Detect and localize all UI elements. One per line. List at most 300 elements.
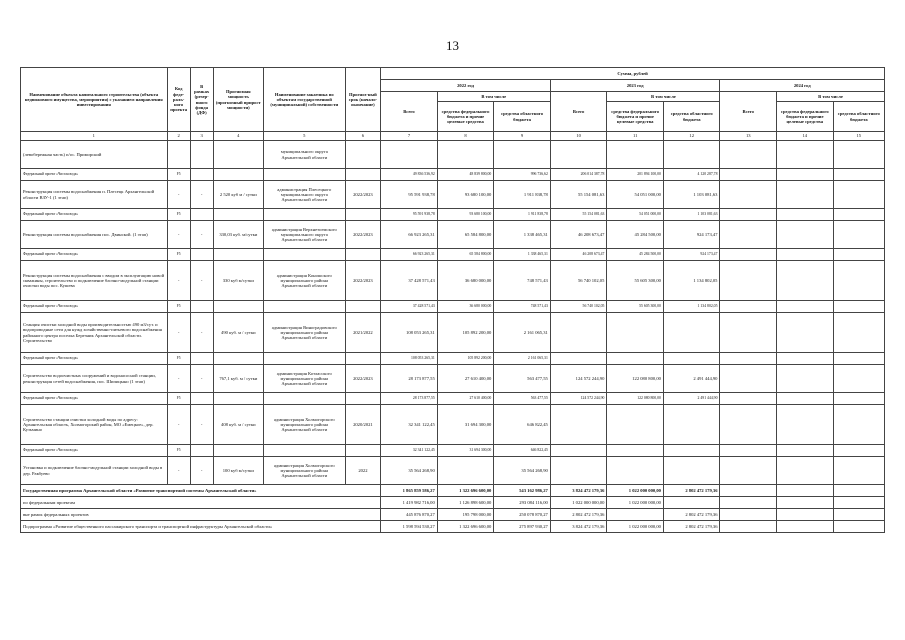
code-cell: - [167, 405, 190, 445]
amount-cell [607, 509, 664, 521]
empty-cell [213, 169, 263, 181]
amount-cell [833, 169, 884, 181]
amount-cell: 4 120 287,78 [663, 169, 720, 181]
header-term: Прогноз-ный срок (начало-окончание) [345, 68, 381, 132]
amount-cell: 27 610 400,00 [437, 393, 494, 405]
amount-cell: 105 892 200,00 [437, 313, 494, 353]
amount-cell: 48 839 800,00 [437, 169, 494, 181]
column-number: 1 [21, 132, 168, 141]
column-number: 5 [263, 132, 345, 141]
amount-cell: 1 022 000 000,00 [607, 497, 664, 509]
amount-cell: 37 428 571,43 [381, 261, 438, 301]
amount-cell: 293 084 116,00 [494, 497, 551, 509]
amount-cell [720, 497, 777, 509]
amount-cell: 1 103 081,63 [663, 181, 720, 209]
amount-cell: 2 491 444,90 [663, 365, 720, 393]
amount-cell [833, 181, 884, 209]
code-cell: - [167, 181, 190, 209]
federal-project-row [21, 249, 885, 261]
federal-project-row [21, 169, 885, 181]
amount-cell [720, 181, 777, 209]
empty-cell [345, 301, 381, 313]
amount-cell: 2 491 444,90 [663, 393, 720, 405]
amount-cell [833, 405, 884, 445]
capacity-cell: 490 куб. м / сутки [213, 313, 263, 353]
empty-cell [213, 301, 263, 313]
amount-cell [550, 457, 607, 485]
empty-cell [263, 353, 345, 365]
table-row [21, 181, 885, 209]
amount-cell: 2 802 472 179,36 [663, 485, 720, 497]
header-reg-2023: средства областного бюджета [663, 102, 720, 132]
amount-cell: 563 477,55 [494, 365, 551, 393]
amount-cell: 27 610 400,00 [437, 365, 494, 393]
amount-cell: 124 572 244,90 [550, 393, 607, 405]
customer-cell: администрация Холмогорского муниципального района Архангельской области [263, 405, 345, 445]
amount-cell [777, 457, 834, 485]
column-number: 14 [777, 132, 834, 141]
amount-cell: 36 680 000,00 [437, 301, 494, 313]
code-cell: F5 [167, 169, 190, 181]
amount-cell: 195 798 000,00 [437, 509, 494, 521]
header-fed-2022: средства федерального бюджета и прочие целевые средства [437, 102, 494, 132]
amount-cell [833, 457, 884, 485]
amount-cell: 65 584 800,00 [437, 249, 494, 261]
term-cell: 2021/2022 [345, 313, 381, 353]
object-name-cell: Реконструкция системы водоснабжения п. Плесецк Архангельской области ВЗУ-1 (1 этап) [21, 181, 168, 209]
header-incl-2023: В том числе [607, 92, 720, 102]
amount-cell [607, 141, 664, 169]
amount-cell [663, 353, 720, 365]
fund-cell: - [190, 313, 213, 353]
column-number: 3 [190, 132, 213, 141]
amount-cell: 93 680 100,00 [437, 209, 494, 221]
federal-project-name-cell: Федеральный проект «Чистая вода» [21, 169, 168, 181]
amount-cell: 2 802 472 179,36 [663, 521, 720, 533]
object-name-cell: Реконструкция системы водоснабжения с вводом в эксплуатацию новой скважины, строительство и подключение блочно-модульной станции очистки воды пос. Кушева [21, 261, 168, 301]
amount-cell: 124 572 244,90 [550, 365, 607, 393]
amount-cell: 49 836 536,92 [381, 169, 438, 181]
header-name: Наименование объекта капитального строительства (объекта недвижимого имущества, мероприятия) с указанием направления инвестирования [21, 68, 168, 132]
amount-cell [663, 445, 720, 457]
table-row [21, 261, 885, 301]
empty-cell [263, 301, 345, 313]
empty-cell [190, 249, 213, 261]
amount-cell: 201 894 100,00 [607, 169, 664, 181]
code-cell: - [167, 457, 190, 485]
empty-cell [190, 169, 213, 181]
empty-cell [345, 445, 381, 457]
table-row [21, 141, 885, 169]
customer-cell: администрация Коношского муниципального района Архангельской области [263, 261, 345, 301]
amount-cell: 646 822,45 [494, 405, 551, 445]
amount-cell: 250 078 870,27 [494, 509, 551, 521]
investment-table [20, 67, 885, 533]
amount-cell: 31 694 300,00 [437, 445, 494, 457]
amount-cell [777, 301, 834, 313]
amount-cell [777, 405, 834, 445]
amount-cell [550, 353, 607, 365]
amount-cell [777, 221, 834, 249]
amount-cell: 46 208 673,47 [550, 249, 607, 261]
table-row [21, 221, 885, 249]
federal-project-name-cell: Федеральный проект «Чистая вода» [21, 209, 168, 221]
column-number: 10 [550, 132, 607, 141]
empty-cell [190, 209, 213, 221]
column-number: 6 [345, 132, 381, 141]
column-number: 8 [437, 132, 494, 141]
amount-cell [607, 445, 664, 457]
header-total-2022: Всего [381, 92, 438, 132]
amount-cell [777, 353, 834, 365]
capacity-cell [213, 141, 263, 169]
customer-cell: администрация Холмогорского муниципального района Архангельской области [263, 457, 345, 485]
amount-cell [437, 141, 494, 169]
object-name-cell: Реконструкция системы водоснабжения пос. Двинской. (1 этап) [21, 221, 168, 249]
amount-cell: 3 824 472 179,36 [550, 485, 607, 497]
amount-cell: 1 865 859 586,27 [381, 485, 438, 497]
empty-cell [345, 209, 381, 221]
amount-cell: 35 564 268,90 [494, 457, 551, 485]
amount-cell: 543 162 986,27 [494, 485, 551, 497]
amount-cell [777, 169, 834, 181]
object-name-cell: (левобережная часть) п/ос. Приморский [21, 141, 168, 169]
table-row [21, 521, 885, 533]
amount-cell: 28 173 877,55 [381, 393, 438, 405]
amount-cell: 445 876 870,27 [381, 509, 438, 521]
amount-cell [777, 485, 834, 497]
fund-cell: - [190, 221, 213, 249]
amount-cell: 1 419 982 716,00 [381, 497, 438, 509]
program-name-cell: Государственная программа Архангельской области «Развитие транспортной системы Архангельской области» [21, 485, 381, 497]
header-fed-2023: средства федерального бюджета и прочие целевые средства [607, 102, 664, 132]
amount-cell: 2 802 472 179,36 [663, 509, 720, 521]
amount-cell: 563 477,55 [494, 393, 551, 405]
amount-cell [777, 141, 834, 169]
code-cell: F5 [167, 249, 190, 261]
federal-project-row [21, 301, 885, 313]
summary-label-cell: по федеральным проектам [21, 497, 381, 509]
empty-cell [263, 445, 345, 457]
capacity-cell: 330,03 куб. м/сутки [213, 221, 263, 249]
amount-cell [437, 457, 494, 485]
amount-cell [720, 261, 777, 301]
amount-cell [550, 445, 607, 457]
amount-cell: 55 154 081,63 [550, 209, 607, 221]
amount-cell [777, 313, 834, 353]
empty-cell [213, 249, 263, 261]
amount-cell: 54 051 000,00 [607, 181, 664, 209]
code-cell: F5 [167, 209, 190, 221]
empty-cell [213, 393, 263, 405]
code-cell: - [167, 261, 190, 301]
amount-cell: 748 571,43 [494, 261, 551, 301]
amount-cell [833, 261, 884, 301]
amount-cell [777, 445, 834, 457]
federal-project-name-cell: Федеральный проект «Чистая вода» [21, 445, 168, 457]
page-number: 13 [446, 38, 459, 53]
amount-cell [833, 509, 884, 521]
capacity-cell: 767,1 куб. м / сутки [213, 365, 263, 393]
column-number: 11 [607, 132, 664, 141]
capacity-cell: 330 куб м/сутки [213, 261, 263, 301]
amount-cell [833, 485, 884, 497]
empty-cell [345, 393, 381, 405]
amount-cell: 32 341 122,45 [381, 405, 438, 445]
header-year-2024: 2024 год [720, 80, 885, 92]
amount-cell: 108 053 265,31 [381, 353, 438, 365]
amount-cell [607, 405, 664, 445]
summary-label-cell: вне рамок федеральных проектов [21, 509, 381, 521]
federal-project-name-cell: Федеральный проект «Чистая вода» [21, 249, 168, 261]
column-numbers-row [21, 132, 885, 141]
empty-cell [213, 209, 263, 221]
capacity-cell: 2 520 куб м / сутки [213, 181, 263, 209]
header-total-2023: Всего [550, 92, 607, 132]
amount-cell: 45 284 500,00 [607, 249, 664, 261]
empty-cell [263, 393, 345, 405]
customer-cell: администрация Виноградовского муниципального района Архангельской области [263, 313, 345, 353]
amount-cell: 37 428 571,43 [381, 301, 438, 313]
amount-cell: 1 022 000 000,00 [607, 485, 664, 497]
header-customer: Наименование заказчика по объектам государственной (муниципальной) собственности [263, 68, 345, 132]
customer-cell: администрация Верхнетоемского муниципального округа Архангельской области [263, 221, 345, 249]
empty-cell [345, 169, 381, 181]
federal-project-name-cell: Федеральный проект «Чистая вода» [21, 301, 168, 313]
amount-cell: 66 923 265,31 [381, 249, 438, 261]
empty-cell [190, 353, 213, 365]
amount-cell [833, 249, 884, 261]
amount-cell: 95 591 938,78 [381, 209, 438, 221]
amount-cell [720, 457, 777, 485]
amount-cell [720, 509, 777, 521]
header-reg-2022: средства областного бюджета [494, 102, 551, 132]
amount-cell [607, 313, 664, 353]
amount-cell: 924 173,47 [663, 221, 720, 249]
amount-cell [607, 353, 664, 365]
customer-cell: администрация Котласского муниципального района Архангельской области [263, 365, 345, 393]
fund-cell: - [190, 405, 213, 445]
code-cell: F5 [167, 301, 190, 313]
code-cell [167, 141, 190, 169]
amount-cell: 55 605 300,00 [607, 301, 664, 313]
amount-cell [720, 169, 777, 181]
amount-cell: 56 740 102,05 [550, 261, 607, 301]
empty-cell [213, 353, 263, 365]
amount-cell [720, 301, 777, 313]
amount-cell: 56 740 102,05 [550, 301, 607, 313]
amount-cell: 95 591 938,78 [381, 181, 438, 209]
amount-cell [833, 209, 884, 221]
code-cell: - [167, 313, 190, 353]
amount-cell [777, 365, 834, 393]
amount-cell: 28 173 877,55 [381, 365, 438, 393]
fund-cell: - [190, 261, 213, 301]
capacity-cell: 408 куб. м / сутки [213, 405, 263, 445]
amount-cell [777, 249, 834, 261]
header-incl-2024: В том числе [777, 92, 885, 102]
federal-project-row [21, 353, 885, 365]
amount-cell: 996 736,62 [494, 169, 551, 181]
header-total-2024: Всего [720, 92, 777, 132]
header-incl-2022: В том числе [437, 92, 550, 102]
amount-cell [663, 313, 720, 353]
amount-cell [720, 521, 777, 533]
header-capacity: Прогнозная мощность (прогнозный прирост мощности) [213, 68, 263, 132]
object-name-cell: Установка и подключение блочно-модульной станции холодной воды в дер. Ракбуево [21, 457, 168, 485]
amount-cell: 36 680 000,00 [437, 261, 494, 301]
amount-cell [833, 445, 884, 457]
table-row [21, 457, 885, 485]
amount-cell: 1 322 696 600,00 [437, 485, 494, 497]
amount-cell [777, 261, 834, 301]
customer-cell: муниципального округа Архангельской области [263, 141, 345, 169]
code-cell: F5 [167, 353, 190, 365]
amount-cell [777, 509, 834, 521]
amount-cell: 35 564 268,90 [381, 457, 438, 485]
object-name-cell: Строительство станции очистки холодной воды по адресу: Архангельская область, Холмогорский район, МО «Емецкое», дер. Кузьмино [21, 405, 168, 445]
code-cell: - [167, 365, 190, 393]
amount-cell [550, 405, 607, 445]
amount-cell: 206 014 387,78 [550, 169, 607, 181]
amount-cell [720, 393, 777, 405]
customer-cell: администрация Плесецкого муниципального округа Архангельской области [263, 181, 345, 209]
amount-cell [381, 141, 438, 169]
amount-cell [833, 497, 884, 509]
amount-cell: 105 892 200,00 [437, 353, 494, 365]
amount-cell [720, 221, 777, 249]
amount-cell: 3 824 472 179,36 [550, 521, 607, 533]
amount-cell: 1 022 000 000,00 [607, 521, 664, 533]
amount-cell: 55 605 300,00 [607, 261, 664, 301]
amount-cell [777, 393, 834, 405]
amount-cell: 65 584 800,00 [437, 221, 494, 249]
amount-cell [833, 221, 884, 249]
column-number: 2 [167, 132, 190, 141]
amount-cell [777, 497, 834, 509]
empty-cell [345, 353, 381, 365]
amount-cell [720, 353, 777, 365]
amount-cell [833, 393, 884, 405]
table-row [21, 485, 885, 497]
amount-cell [833, 353, 884, 365]
empty-cell [263, 249, 345, 261]
federal-project-row [21, 445, 885, 457]
amount-cell: 2 161 065,31 [494, 313, 551, 353]
federal-project-row [21, 209, 885, 221]
table-row [21, 509, 885, 521]
term-cell: 2022/2023 [345, 365, 381, 393]
amount-cell: 1 134 802,05 [663, 261, 720, 301]
amount-cell: 66 923 265,31 [381, 221, 438, 249]
amount-cell [833, 313, 884, 353]
federal-project-name-cell: Федеральный проект «Чистая вода» [21, 393, 168, 405]
term-cell: 2022/2023 [345, 181, 381, 209]
amount-cell [720, 365, 777, 393]
amount-cell: 1 911 838,78 [494, 209, 551, 221]
amount-cell: 646 822,45 [494, 445, 551, 457]
header-year-2022: 2022 год [381, 80, 551, 92]
amount-cell: 748 571,43 [494, 301, 551, 313]
capacity-cell: 100 куб м/сутки [213, 457, 263, 485]
amount-cell: 31 694 300,00 [437, 405, 494, 445]
amount-cell: 275 897 930,27 [494, 521, 551, 533]
table-row [21, 497, 885, 509]
amount-cell [720, 141, 777, 169]
amount-cell [777, 181, 834, 209]
amount-cell [494, 141, 551, 169]
amount-cell [777, 209, 834, 221]
empty-cell [190, 445, 213, 457]
amount-cell: 1 338 465,31 [494, 221, 551, 249]
header-code: Код феде-раль-ного проекта [167, 68, 190, 132]
column-number: 13 [720, 132, 777, 141]
federal-project-row [21, 393, 885, 405]
header-fund: В рамках (резер-вного фонда (ДФ) [190, 68, 213, 132]
empty-cell [345, 249, 381, 261]
amount-cell [720, 405, 777, 445]
column-number: 12 [663, 132, 720, 141]
column-number: 15 [833, 132, 884, 141]
empty-cell [263, 209, 345, 221]
amount-cell [663, 405, 720, 445]
fund-cell: - [190, 457, 213, 485]
amount-cell: 122 080 800,00 [607, 365, 664, 393]
header-sum: Сумма, рублей [381, 68, 885, 80]
term-cell: 2020/2021 [345, 405, 381, 445]
amount-cell: 924 173,47 [663, 249, 720, 261]
amount-cell [833, 301, 884, 313]
column-number: 7 [381, 132, 438, 141]
empty-cell [190, 393, 213, 405]
amount-cell: 1 134 802,05 [663, 301, 720, 313]
amount-cell: 45 284 500,00 [607, 221, 664, 249]
amount-cell [663, 141, 720, 169]
amount-cell: 1 338 465,31 [494, 249, 551, 261]
column-number: 9 [494, 132, 551, 141]
amount-cell: 108 053 265,31 [381, 313, 438, 353]
amount-cell [720, 249, 777, 261]
amount-cell [720, 445, 777, 457]
fund-cell: - [190, 181, 213, 209]
amount-cell: 1 911 838,78 [494, 181, 551, 209]
header-year-2023: 2023 год [550, 80, 720, 92]
amount-cell: 55 154 081,63 [550, 181, 607, 209]
header-reg-2024: средства областного бюджета [833, 102, 884, 132]
amount-cell [607, 457, 664, 485]
header-fed-2024: средства федерального бюджета и прочие целевые средства [777, 102, 834, 132]
amount-cell: 2 161 065,31 [494, 353, 551, 365]
amount-cell: 93 680 100,00 [437, 181, 494, 209]
summary-label-cell: Подпрограмма «Развитие общественного пассажирского транспорта и транспортной инфраструктуры Архангельской области» [21, 521, 381, 533]
amount-cell [663, 457, 720, 485]
column-number: 4 [213, 132, 263, 141]
amount-cell: 46 208 673,47 [550, 221, 607, 249]
table-row [21, 365, 885, 393]
amount-cell [550, 141, 607, 169]
fund-cell: - [190, 365, 213, 393]
term-cell: 2022 [345, 457, 381, 485]
term-cell [345, 141, 381, 169]
amount-cell: 1 322 696 600,00 [437, 521, 494, 533]
amount-cell [663, 497, 720, 509]
amount-cell: 1 022 000 000,00 [550, 497, 607, 509]
amount-cell [720, 485, 777, 497]
amount-cell [550, 313, 607, 353]
code-cell: - [167, 221, 190, 249]
amount-cell: 54 051 000,00 [607, 209, 664, 221]
table-row [21, 405, 885, 445]
